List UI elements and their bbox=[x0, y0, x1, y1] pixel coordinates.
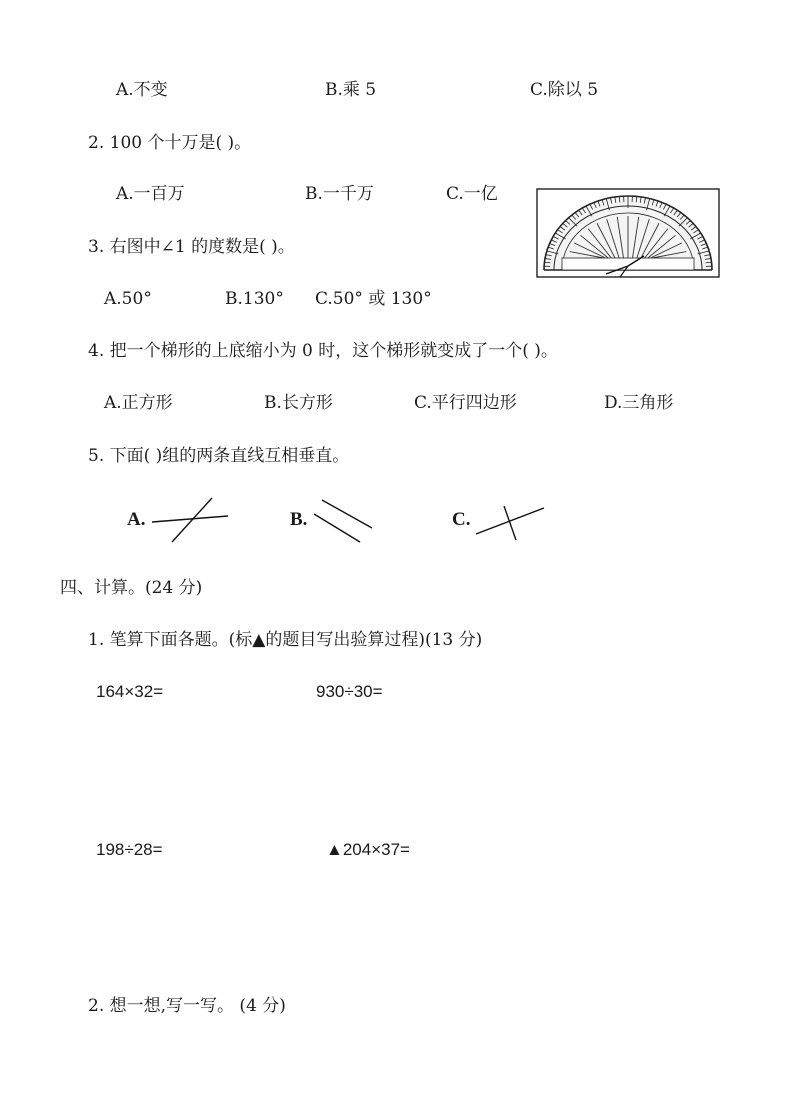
q2-option-b: B.一千万 bbox=[305, 184, 374, 204]
calc-expression-3: 198÷28= bbox=[96, 840, 163, 859]
q5-lines-c bbox=[474, 500, 554, 550]
q4-option-d: D.三角形 bbox=[604, 393, 674, 413]
q2-stem: 2. 100 个十万是( )。 bbox=[88, 133, 252, 153]
q1-option-b: B.乘 5 bbox=[325, 80, 377, 100]
q4-option-c: C.平行四边形 bbox=[414, 393, 517, 413]
q4-stem: 4. 把一个梯形的上底缩小为 0 时，这个梯形就变成了一个( )。 bbox=[88, 341, 558, 361]
q5-label-a: A. bbox=[127, 509, 146, 530]
q2-option-a: A.一百万 bbox=[116, 184, 185, 204]
section-4-title: 四、计算。(24 分) bbox=[60, 578, 203, 598]
q3-option-b: B.130° bbox=[225, 289, 284, 309]
q5-lines-a bbox=[150, 496, 240, 546]
q2-option-c: C.一亿 bbox=[446, 184, 498, 204]
protractor-figure bbox=[536, 188, 720, 278]
q5-label-b: B. bbox=[290, 509, 308, 530]
q5-label-c: C. bbox=[452, 509, 471, 530]
q1-option-a: A.不变 bbox=[116, 80, 168, 100]
calc1-stem: 1. 笔算下面各题。(标▲的题目写出验算过程)(13 分) bbox=[88, 630, 483, 650]
q4-option-b: B.长方形 bbox=[264, 393, 333, 413]
q1-option-c: C.除以 5 bbox=[530, 80, 599, 100]
q5-lines-b bbox=[312, 496, 392, 546]
q3-stem: 3. 右图中∠1 的度数是( )。 bbox=[88, 237, 295, 257]
q3-option-a: A.50° bbox=[104, 289, 152, 309]
q4-option-a: A.正方形 bbox=[104, 393, 173, 413]
calc-expression-1: 164×32= bbox=[96, 682, 164, 701]
calc-expression-2: 930÷30= bbox=[316, 682, 383, 701]
q5-stem: 5. 下面( )组的两条直线互相垂直。 bbox=[88, 446, 350, 466]
calc2-stem: 2. 想一想,写一写。 (4 分) bbox=[88, 996, 286, 1016]
q3-option-c: C.50° 或 130° bbox=[315, 289, 432, 309]
calc-expression-4: ▲204×37= bbox=[326, 840, 410, 859]
